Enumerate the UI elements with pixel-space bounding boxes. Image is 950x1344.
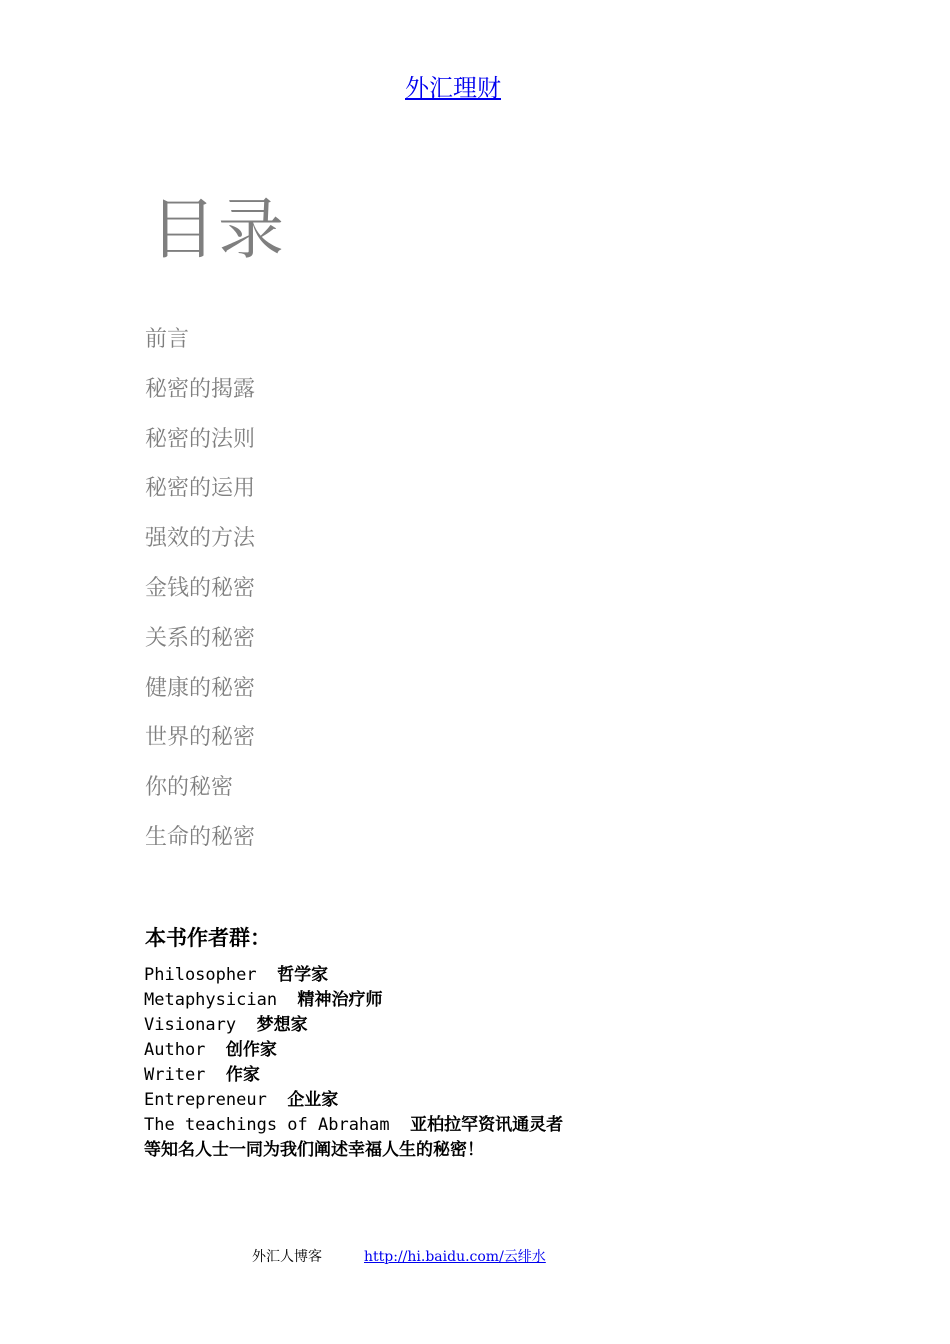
- toc-title: 目录: [150, 191, 286, 268]
- toc-item-money[interactable]: 金钱的秘密: [145, 575, 256, 601]
- toc-item-life[interactable]: 生命的秘密: [145, 824, 256, 850]
- author-line: [144, 1038, 563, 1063]
- footer: [252, 1246, 546, 1266]
- toc-item-world[interactable]: 世界的秘密: [145, 725, 256, 751]
- toc-item-relationships[interactable]: 关系的秘密: [145, 625, 256, 651]
- author-en: Philosopher: [144, 965, 257, 985]
- toc-item-secret-revealed[interactable]: 秘密的揭露: [145, 376, 256, 402]
- toc-item-powerful-methods[interactable]: 强效的方法: [145, 526, 256, 552]
- author-zh: 作家: [225, 1065, 260, 1085]
- author-en: Author: [144, 1040, 206, 1060]
- author-line: [144, 963, 563, 988]
- toc-item-health[interactable]: 健康的秘密: [145, 675, 256, 701]
- author-zh: 精神治疗师: [297, 990, 383, 1010]
- author-zh: 创作家: [225, 1040, 277, 1060]
- author-zh: 哲学家: [277, 965, 329, 985]
- authors-closing: 等知名人士一同为我们阐述幸福人生的秘密！: [144, 1140, 484, 1160]
- authors-list: [144, 963, 563, 1163]
- author-en: Entrepreneur: [144, 1090, 267, 1110]
- author-en: Writer: [144, 1065, 206, 1085]
- author-line: [144, 1013, 563, 1038]
- toc-item-preface[interactable]: 前言: [145, 327, 190, 352]
- toc-list: [145, 320, 255, 868]
- footer-label: 外汇人博客: [252, 1249, 322, 1265]
- toc-item-secret-use[interactable]: 秘密的运用: [145, 476, 256, 502]
- footer-link[interactable]: http://hi.baidu.com/云绯水: [364, 1249, 546, 1265]
- author-zh: 亚柏拉罕资讯通灵者: [410, 1115, 564, 1135]
- author-en: The teachings of Abraham: [144, 1115, 390, 1135]
- author-zh: 企业家: [287, 1090, 339, 1110]
- author-en: Visionary: [144, 1015, 237, 1035]
- author-line: [144, 1088, 563, 1113]
- authors-heading: 本书作者群：: [145, 926, 271, 950]
- toc-item-you[interactable]: 你的秘密: [145, 775, 234, 801]
- author-line: [144, 1063, 563, 1088]
- author-line: [144, 1113, 563, 1138]
- author-en: Metaphysician: [144, 990, 278, 1010]
- author-line: [144, 988, 563, 1013]
- toc-item-secret-law[interactable]: 秘密的法则: [145, 426, 256, 452]
- header-link[interactable]: 外汇理财: [405, 74, 501, 102]
- author-zh: 梦想家: [256, 1015, 308, 1035]
